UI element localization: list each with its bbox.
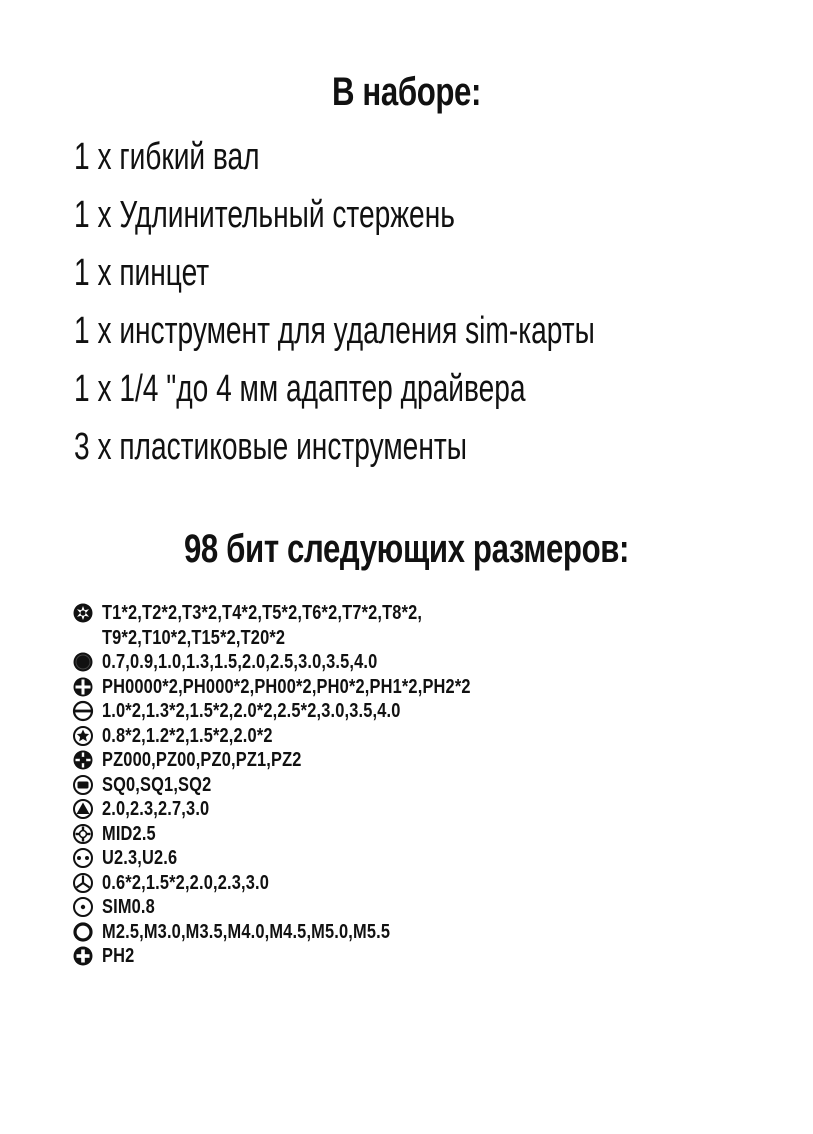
bit-values: SIM0.8 <box>102 896 155 918</box>
bit-row-hex <box>72 650 772 675</box>
cross-icon <box>72 945 94 967</box>
bit-row-pentalobe <box>72 724 772 749</box>
bit-row-cross <box>72 944 772 969</box>
set-item: 1 х 1/4 "до 4 мм адаптер драйвера <box>74 368 526 410</box>
bit-values: PZ000,PZ00,PZ0,PZ1,PZ2 <box>102 749 302 771</box>
set-item: 3 х пластиковые инструменты <box>74 426 467 468</box>
bit-values: SQ0,SQ1,SQ2 <box>102 773 212 796</box>
bit-values: 0.6*2,1.5*2,2.0,2.3,3.0 <box>102 871 269 894</box>
bit-row-mid <box>72 822 772 847</box>
set-item: 1 х гибкий вал <box>74 136 260 178</box>
bit-values: U2.3,U2.6 <box>102 847 178 869</box>
bit-row-square <box>72 773 772 798</box>
pentalobe-icon <box>72 725 94 747</box>
hex-socket-icon <box>72 921 94 943</box>
pozidriv-icon <box>72 749 94 771</box>
bit-row-torx <box>72 601 772 650</box>
bit-values: M2.5,M3.0,M3.5,M4.0,M4.5,M5.0,M5.5 <box>102 920 391 943</box>
bits-list <box>72 601 772 969</box>
sim-icon <box>72 896 94 918</box>
triangle-icon <box>72 798 94 820</box>
bit-values: 2.0,2.3,2.7,3.0 <box>102 798 210 820</box>
bit-values: 0.7,0.9,1.0,1.3,1.5,2.0,2.5,3.0,3.5,4.0 <box>102 651 378 673</box>
set-items-list <box>74 128 774 476</box>
set-item: 1 х инструмент для удаления sim-карты <box>74 310 595 352</box>
bit-values: T1*2,T2*2,T3*2,T4*2,T5*2,T6*2,T7*2,T8*2, <box>102 602 423 624</box>
bit-row-hex-socket <box>72 920 772 945</box>
bit-row-sim <box>72 895 772 920</box>
set-item: 1 х Удлинительный стержень <box>74 194 455 236</box>
square-icon <box>72 774 94 796</box>
y-tri-wing-icon <box>72 872 94 894</box>
hex-icon <box>72 651 94 673</box>
bit-row-slotted <box>72 699 772 724</box>
set-title: В наборе: <box>331 70 482 114</box>
u-shape-icon <box>72 847 94 869</box>
torx-icon <box>72 602 94 624</box>
bit-row-triangle <box>72 797 772 822</box>
mid-icon <box>72 823 94 845</box>
bits-title: 98 бит следующих размеров: <box>183 527 630 571</box>
bit-row-phillips <box>72 675 772 700</box>
bit-values: 0.8*2,1.2*2,1.5*2,2.0*2 <box>102 724 273 747</box>
bit-values: PH2 <box>102 945 135 967</box>
phillips-icon <box>72 676 94 698</box>
bit-values: PH0000*2,PH000*2,PH00*2,PH0*2,PH1*2,PH2*2 <box>102 675 471 698</box>
bit-values: 1.0*2,1.3*2,1.5*2,2.0*2,2.5*2,3.0,3.5,4.0 <box>102 700 401 722</box>
bit-values: T9*2,T10*2,T15*2,T20*2 <box>102 626 286 649</box>
bit-row-u-shape <box>72 846 772 871</box>
bit-row-pozidriv <box>72 748 772 773</box>
set-item: 1 х пинцет <box>74 252 210 294</box>
slotted-icon <box>72 700 94 722</box>
bit-values: MID2.5 <box>102 822 156 845</box>
bit-row-y-tri-wing <box>72 871 772 896</box>
